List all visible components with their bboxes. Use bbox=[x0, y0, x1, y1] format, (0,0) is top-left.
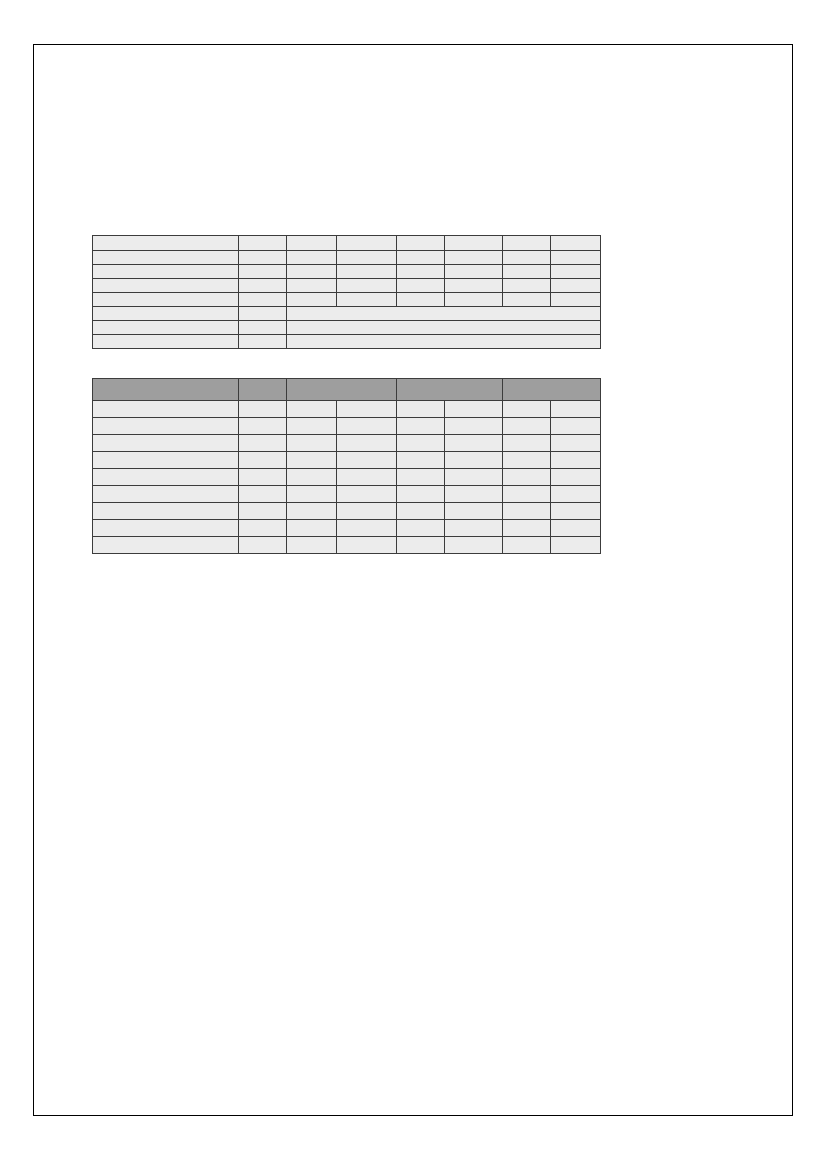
table-cell bbox=[287, 435, 337, 452]
table-cell bbox=[397, 435, 445, 452]
table-cell bbox=[445, 520, 503, 537]
table-cell bbox=[503, 435, 551, 452]
table-row bbox=[93, 537, 601, 554]
table-cell bbox=[503, 469, 551, 486]
table-cell bbox=[503, 452, 551, 469]
table-cell bbox=[397, 537, 445, 554]
table-row bbox=[93, 401, 601, 418]
table-cell bbox=[397, 520, 445, 537]
table-row bbox=[93, 435, 601, 452]
table-cell bbox=[503, 265, 551, 279]
table-cell bbox=[287, 418, 337, 435]
table-cell bbox=[337, 236, 397, 251]
table-cell bbox=[239, 435, 287, 452]
table-cell bbox=[397, 293, 445, 307]
table-cell bbox=[287, 265, 337, 279]
table-cell bbox=[287, 452, 337, 469]
table-cell bbox=[239, 469, 287, 486]
table-cell bbox=[445, 418, 503, 435]
table-cell bbox=[93, 251, 239, 265]
table-cell bbox=[337, 293, 397, 307]
table-header-cell bbox=[239, 379, 287, 401]
table-cell bbox=[337, 486, 397, 503]
table-cell bbox=[445, 401, 503, 418]
table-cell bbox=[503, 293, 551, 307]
table-cell bbox=[445, 236, 503, 251]
table-cell bbox=[287, 503, 337, 520]
table-cell bbox=[503, 251, 551, 265]
table-cell bbox=[239, 307, 287, 321]
table-cell bbox=[397, 503, 445, 520]
table-cell bbox=[93, 265, 239, 279]
table-cell bbox=[551, 435, 601, 452]
table-cell bbox=[503, 503, 551, 520]
table-row bbox=[93, 307, 601, 321]
table-cell bbox=[445, 469, 503, 486]
table-cell bbox=[239, 452, 287, 469]
table-cell bbox=[337, 520, 397, 537]
table-cell bbox=[551, 486, 601, 503]
table-cell bbox=[239, 537, 287, 554]
table-row bbox=[93, 520, 601, 537]
table-cell bbox=[93, 307, 239, 321]
table-cell bbox=[503, 236, 551, 251]
table-cell bbox=[287, 236, 337, 251]
table-cell-merged bbox=[287, 335, 601, 349]
table-cell bbox=[551, 503, 601, 520]
table-cell bbox=[551, 251, 601, 265]
table-cell bbox=[503, 520, 551, 537]
table-cell bbox=[551, 293, 601, 307]
table-row bbox=[93, 236, 601, 251]
table-cell bbox=[551, 401, 601, 418]
table-cell bbox=[239, 503, 287, 520]
table-cell bbox=[337, 279, 397, 293]
table-cell bbox=[397, 251, 445, 265]
table-cell bbox=[551, 452, 601, 469]
table-cell bbox=[239, 520, 287, 537]
document-content bbox=[92, 235, 592, 554]
table-cell bbox=[337, 401, 397, 418]
table-cell bbox=[445, 452, 503, 469]
table-cell bbox=[93, 503, 239, 520]
table-cell bbox=[503, 486, 551, 503]
table-cell bbox=[503, 401, 551, 418]
table-spacer bbox=[92, 349, 592, 378]
table-cell bbox=[337, 435, 397, 452]
table-cell bbox=[397, 265, 445, 279]
table-cell bbox=[93, 486, 239, 503]
table-cell bbox=[93, 401, 239, 418]
table-cell-merged bbox=[287, 307, 601, 321]
table-cell bbox=[503, 537, 551, 554]
table-cell bbox=[337, 418, 397, 435]
table-cell bbox=[93, 418, 239, 435]
table-cell bbox=[551, 520, 601, 537]
table-cell bbox=[239, 236, 287, 251]
table-cell bbox=[397, 236, 445, 251]
table-cell bbox=[397, 486, 445, 503]
table-cell bbox=[337, 452, 397, 469]
table-cell bbox=[551, 537, 601, 554]
table-cell bbox=[337, 251, 397, 265]
table-cell bbox=[239, 335, 287, 349]
upper-data-table bbox=[92, 235, 601, 349]
table-cell bbox=[445, 435, 503, 452]
table-cell bbox=[551, 418, 601, 435]
table-cell bbox=[287, 279, 337, 293]
table-row bbox=[93, 503, 601, 520]
table-header-row bbox=[93, 379, 601, 401]
table-cell bbox=[503, 279, 551, 293]
table-cell bbox=[93, 293, 239, 307]
table-cell bbox=[337, 503, 397, 520]
table-cell bbox=[239, 486, 287, 503]
table-cell bbox=[239, 418, 287, 435]
table-header-cell bbox=[503, 379, 601, 401]
table-cell bbox=[287, 520, 337, 537]
table-cell bbox=[239, 251, 287, 265]
table-cell bbox=[93, 279, 239, 293]
table-cell-merged bbox=[287, 321, 601, 335]
table-cell bbox=[551, 279, 601, 293]
table-cell bbox=[93, 452, 239, 469]
table-cell bbox=[397, 452, 445, 469]
table-row bbox=[93, 335, 601, 349]
table-cell bbox=[397, 279, 445, 293]
table-row bbox=[93, 486, 601, 503]
table-cell bbox=[397, 401, 445, 418]
table-cell bbox=[239, 401, 287, 418]
table-cell bbox=[445, 486, 503, 503]
table-row bbox=[93, 265, 601, 279]
table-cell bbox=[337, 265, 397, 279]
table-cell bbox=[397, 418, 445, 435]
table-cell bbox=[93, 321, 239, 335]
table-cell bbox=[445, 537, 503, 554]
table-cell bbox=[551, 265, 601, 279]
table-cell bbox=[93, 435, 239, 452]
table-cell bbox=[337, 537, 397, 554]
table-cell bbox=[239, 293, 287, 307]
table-cell bbox=[93, 520, 239, 537]
table-row bbox=[93, 321, 601, 335]
table-row bbox=[93, 279, 601, 293]
table-cell bbox=[445, 503, 503, 520]
table-cell bbox=[239, 321, 287, 335]
table-cell bbox=[287, 469, 337, 486]
table-cell bbox=[93, 537, 239, 554]
lower-data-table bbox=[92, 378, 601, 554]
table-header-cell bbox=[93, 379, 239, 401]
table-cell bbox=[551, 469, 601, 486]
table-row bbox=[93, 469, 601, 486]
table-row bbox=[93, 293, 601, 307]
table-row bbox=[93, 452, 601, 469]
table-cell bbox=[287, 486, 337, 503]
table-header-cell bbox=[287, 379, 397, 401]
table-header-cell bbox=[397, 379, 503, 401]
table-cell bbox=[287, 537, 337, 554]
table-cell bbox=[239, 265, 287, 279]
table-cell bbox=[287, 251, 337, 265]
table-cell bbox=[287, 293, 337, 307]
table-cell bbox=[93, 335, 239, 349]
page-frame bbox=[33, 44, 793, 1116]
table-cell bbox=[93, 236, 239, 251]
table-cell bbox=[445, 279, 503, 293]
table-cell bbox=[397, 469, 445, 486]
table-cell bbox=[337, 469, 397, 486]
table-cell bbox=[551, 236, 601, 251]
table-cell bbox=[93, 469, 239, 486]
table-cell bbox=[503, 418, 551, 435]
table-row bbox=[93, 251, 601, 265]
table-cell bbox=[445, 265, 503, 279]
table-row bbox=[93, 418, 601, 435]
table-cell bbox=[239, 279, 287, 293]
table-cell bbox=[445, 251, 503, 265]
table-cell bbox=[287, 401, 337, 418]
table-cell bbox=[445, 293, 503, 307]
